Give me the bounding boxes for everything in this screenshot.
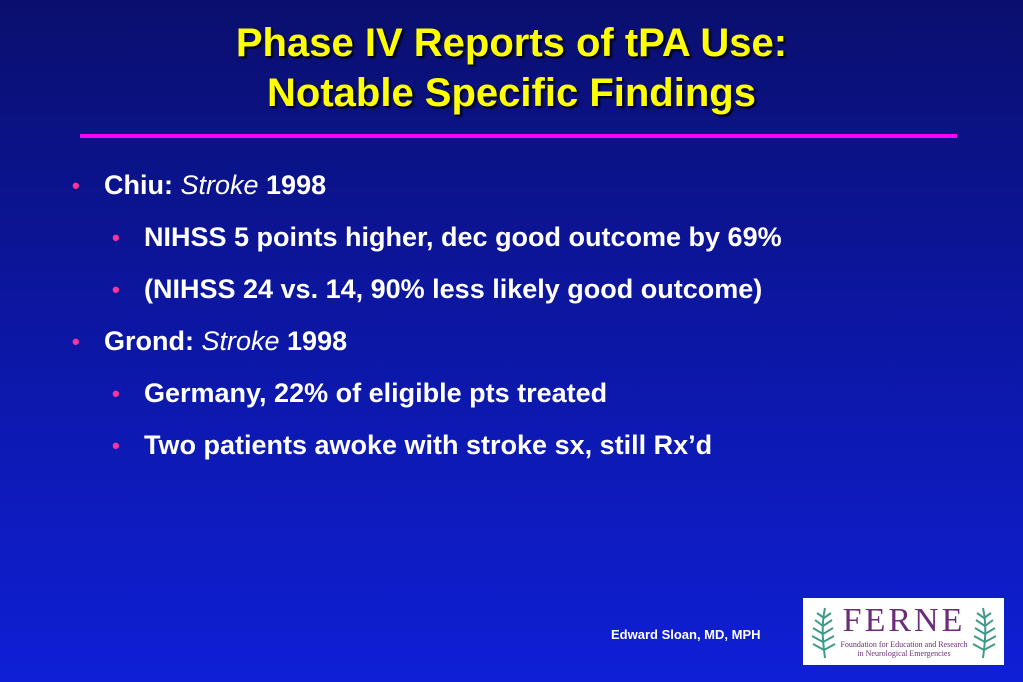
publication-year: 1998 [258, 170, 327, 200]
logo-wordmark: FERNE [842, 602, 966, 639]
bullet-icon: • [112, 277, 120, 302]
footer-author: Edward Sloan, MD, MPH [611, 627, 761, 642]
left-fern-icon [812, 608, 835, 658]
logo-subtitle-line-2: in Neurological Emergencies [857, 649, 951, 658]
logo-subtitle [837, 640, 971, 658]
slide-title [0, 18, 1023, 118]
right-fern-icon [973, 608, 996, 658]
bullet-text: Two patients awoke with stroke sx, still Rx’d [144, 430, 713, 460]
journal-name: Stroke [180, 170, 259, 200]
logo-subtitle-line-1: Foundation for Education and Research [840, 640, 968, 649]
bullet-icon: • [112, 433, 120, 458]
publication-year: 1998 [279, 326, 348, 356]
bullet-icon: • [112, 225, 120, 250]
bullet-text: Grond: [104, 326, 202, 356]
bullet-text: Germany, 22% of eligible pts treated [144, 378, 608, 408]
bullet-icon: • [72, 329, 80, 354]
sub-bullet-item [72, 272, 1002, 324]
title-line-1: Phase IV Reports of tPA Use: [235, 21, 788, 65]
sub-bullet-item [72, 428, 1002, 480]
bullet-item-grond [72, 324, 1002, 376]
bullet-text: Chiu: [104, 170, 181, 200]
bullet-item-chiu [72, 168, 1002, 220]
journal-name: Stroke [201, 326, 280, 356]
bullet-icon: • [72, 173, 80, 198]
ferne-logo [803, 598, 1004, 665]
title-line-2: Notable Specific Findings [267, 71, 756, 115]
bullet-text: (NIHSS 24 vs. 14, 90% less likely good outcome) [144, 274, 763, 304]
sub-bullet-item [72, 220, 1002, 272]
sub-bullet-item [72, 376, 1002, 428]
bullet-text: NIHSS 5 points higher, dec good outcome by 69% [144, 222, 782, 252]
bullet-icon: • [112, 381, 120, 406]
title-divider [80, 134, 957, 138]
bullet-list [72, 168, 1002, 480]
